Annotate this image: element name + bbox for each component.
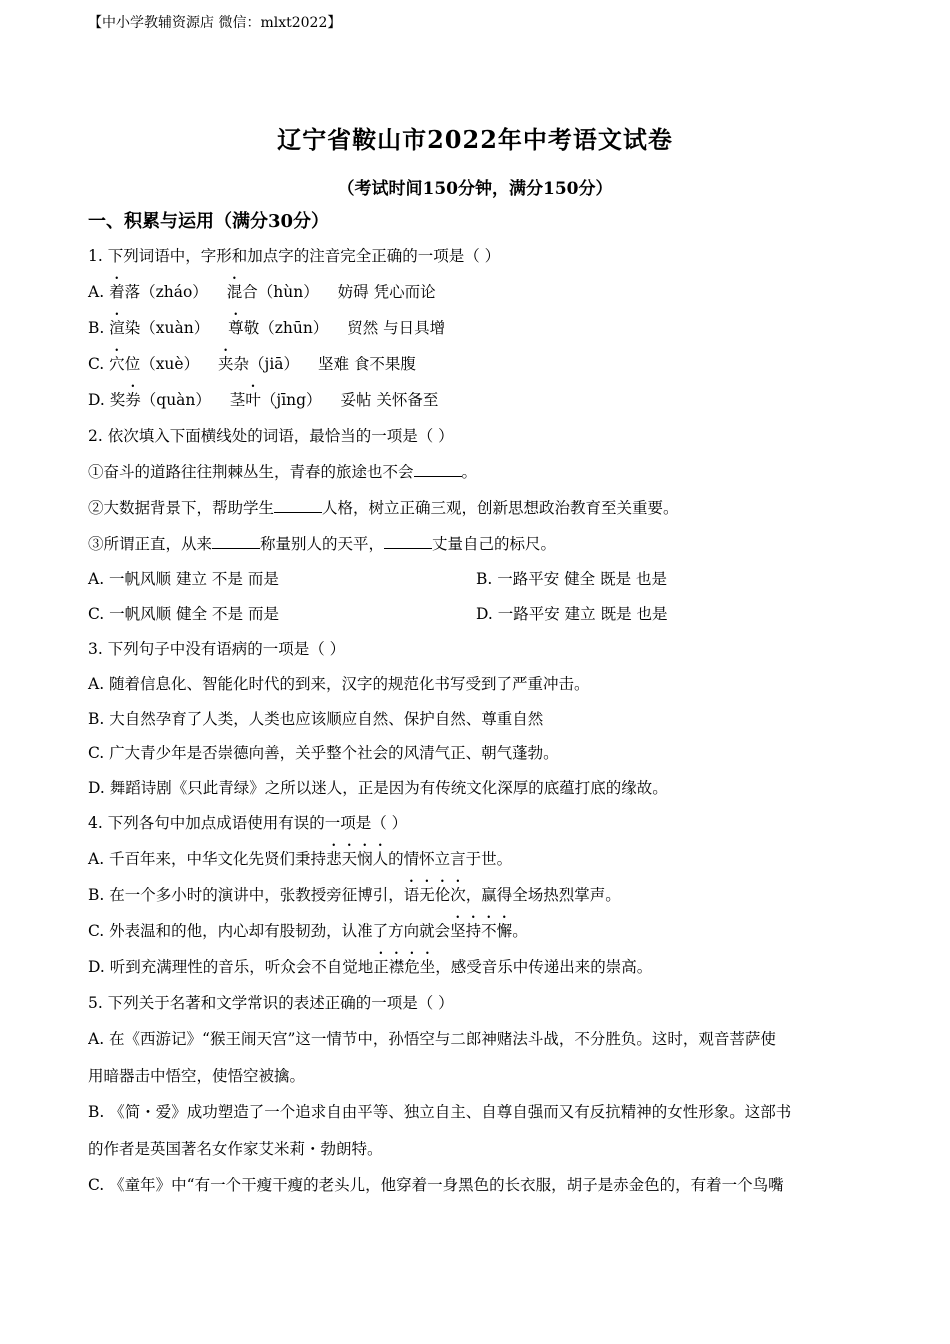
fill-blank <box>384 532 432 549</box>
question-5-option-b-line-2: 的作者是英国著名女作家艾米莉・勃朗特。 <box>88 1139 383 1158</box>
dotted-idiom: 悲天悯人 <box>326 850 389 868</box>
question-3-option-d: D. 舞蹈诗剧《只此青绿》之所以迷人，正是因为有传统文化深厚的底蕴打底的缘故。 <box>88 778 668 797</box>
dotted-idiom: 坚持不懈 <box>450 922 513 940</box>
question-5-option-a-line-1: A. 在《西游记》“猴王闹天宫”这一情节中，孙悟空与二郎神赌法斗战，不分胜负。这时，观音菩萨使 <box>88 1030 776 1048</box>
question-4-option-a: A. 千百年来，中华文化先贤们秉持悲天悯人的情怀立言于世。 <box>88 850 513 868</box>
question-1-option-d: D. 奖券（quàn） 茎叶（jīng） 妥帖 关怀备至 <box>88 391 439 409</box>
dotted-char: 夹 <box>218 355 234 373</box>
question-3-option-a: A. 随着信息化、智能化时代的到来，汉字的规范化书写受到了严重冲击。 <box>88 675 590 693</box>
question-1-option-c: C. 穴位（xuè） 夹杂（jiā） 坚难 食不果腹 <box>88 355 416 373</box>
fill-blank <box>414 460 462 477</box>
dotted-char: 着 <box>109 283 125 301</box>
question-2-stem: 2. 依次填入下面横线处的词语，最恰当的一项是（ ） <box>88 427 454 445</box>
question-3-option-b: B. 大自然孕育了人类，人类也应该顺应自然、保护自然、尊重自然 <box>88 709 544 728</box>
question-5-stem: 5. 下列关于名著和文学常识的表述正确的一项是（ ） <box>88 994 454 1012</box>
dotted-idiom: 语无伦次 <box>403 886 466 904</box>
question-2-sentence-2: ②大数据背景下，帮助学生 人格，树立正确三观，创新思想政治教育至关重要。 <box>88 490 858 526</box>
dotted-char: 混 <box>226 283 243 301</box>
question-4-option-d: D. 听到充满理性的音乐，听众会不自觉地正襟危坐，感受音乐中传递出来的崇高。 <box>88 958 653 976</box>
question-1-stem: 1. 下列词语中，字形和加点字的注音完全正确的一项是（ ） <box>88 247 501 265</box>
question-2-option-a: A. 一帆风顺 建立 不是 而是 <box>88 570 279 588</box>
question-3-stem: 3. 下列句子中没有语病的一项是（ ） <box>88 640 346 658</box>
fill-blank <box>274 496 322 513</box>
dotted-char: 穴 <box>109 355 125 373</box>
question-5-option-b-line-1: B. 《简・爱》成功塑造了一个追求自由平等、独立自主、自尊自强而又有反抗精神的女性形象。这部书 <box>88 1103 792 1121</box>
question-2-option-b: B. 一路平安 健全 既是 也是 <box>476 570 668 588</box>
question-5-option-a-line-2: 用暗器击中悟空，使悟空被擒。 <box>88 1066 306 1085</box>
question-2-options-row-1 <box>88 562 858 597</box>
dotted-char: 券 <box>125 391 141 409</box>
exam-subtitle: （考试时间150分钟，满分150分） <box>337 179 613 199</box>
question-4-stem: 4. 下列各句中加点成语使用有误的一项是（ ） <box>88 814 408 832</box>
dotted-idiom: 正襟危坐 <box>373 958 436 976</box>
question-4-option-c: C. 外表温和的他，内心却有股韧劲，认准了方向就会坚持不懈。 <box>88 922 528 940</box>
dotted-char: 渲 <box>109 319 125 337</box>
fill-blank <box>212 532 260 549</box>
shop-header: 【中小学教辅资源店 微信：mlxt2022】 <box>88 15 342 31</box>
question-2-sentence-3: ③所谓正直，从来 称量别人的天平， 丈量自己的标尺。 <box>88 526 858 562</box>
exam-content <box>88 206 858 1204</box>
question-3-option-c: C. 广大青少年是否崇德向善，关乎整个社会的风清气正、朝气蓬勃。 <box>88 744 559 762</box>
question-2-options-row-2 <box>88 597 858 632</box>
question-1-option-b: B. 渲染（xuàn） 尊敬（zhūn） 贸然 与日具增 <box>88 319 446 337</box>
dotted-char: 叶 <box>245 391 261 409</box>
dotted-char: 尊 <box>228 319 244 337</box>
question-1-option-a: A. 着落（zháo） 混合（hùn） 妨碍 凭心而论 <box>88 283 436 301</box>
question-4-option-b: B. 在一个多小时的演讲中，张教授旁征博引，语无伦次，赢得全场热烈掌声。 <box>88 886 621 904</box>
question-5-option-c-line-1: C. 《童年》中“有一个干瘦干瘦的老头儿，他穿着一身黑色的长衣服，胡子是赤金色的，有着一个鸟嘴 <box>88 1176 784 1194</box>
question-2-option-d: D. 一路平安 建立 既是 也是 <box>476 604 668 623</box>
section-heading: 一、积累与运用（满分30分） <box>88 211 330 232</box>
exam-title: 辽宁省鞍山市2022年中考语文试卷 <box>277 125 673 154</box>
question-2-option-c: C. 一帆风顺 健全 不是 而是 <box>88 604 279 623</box>
question-2-sentence-1: ①奋斗的道路往往荆棘丛生，青春的旅途也不会 。 <box>88 454 858 490</box>
